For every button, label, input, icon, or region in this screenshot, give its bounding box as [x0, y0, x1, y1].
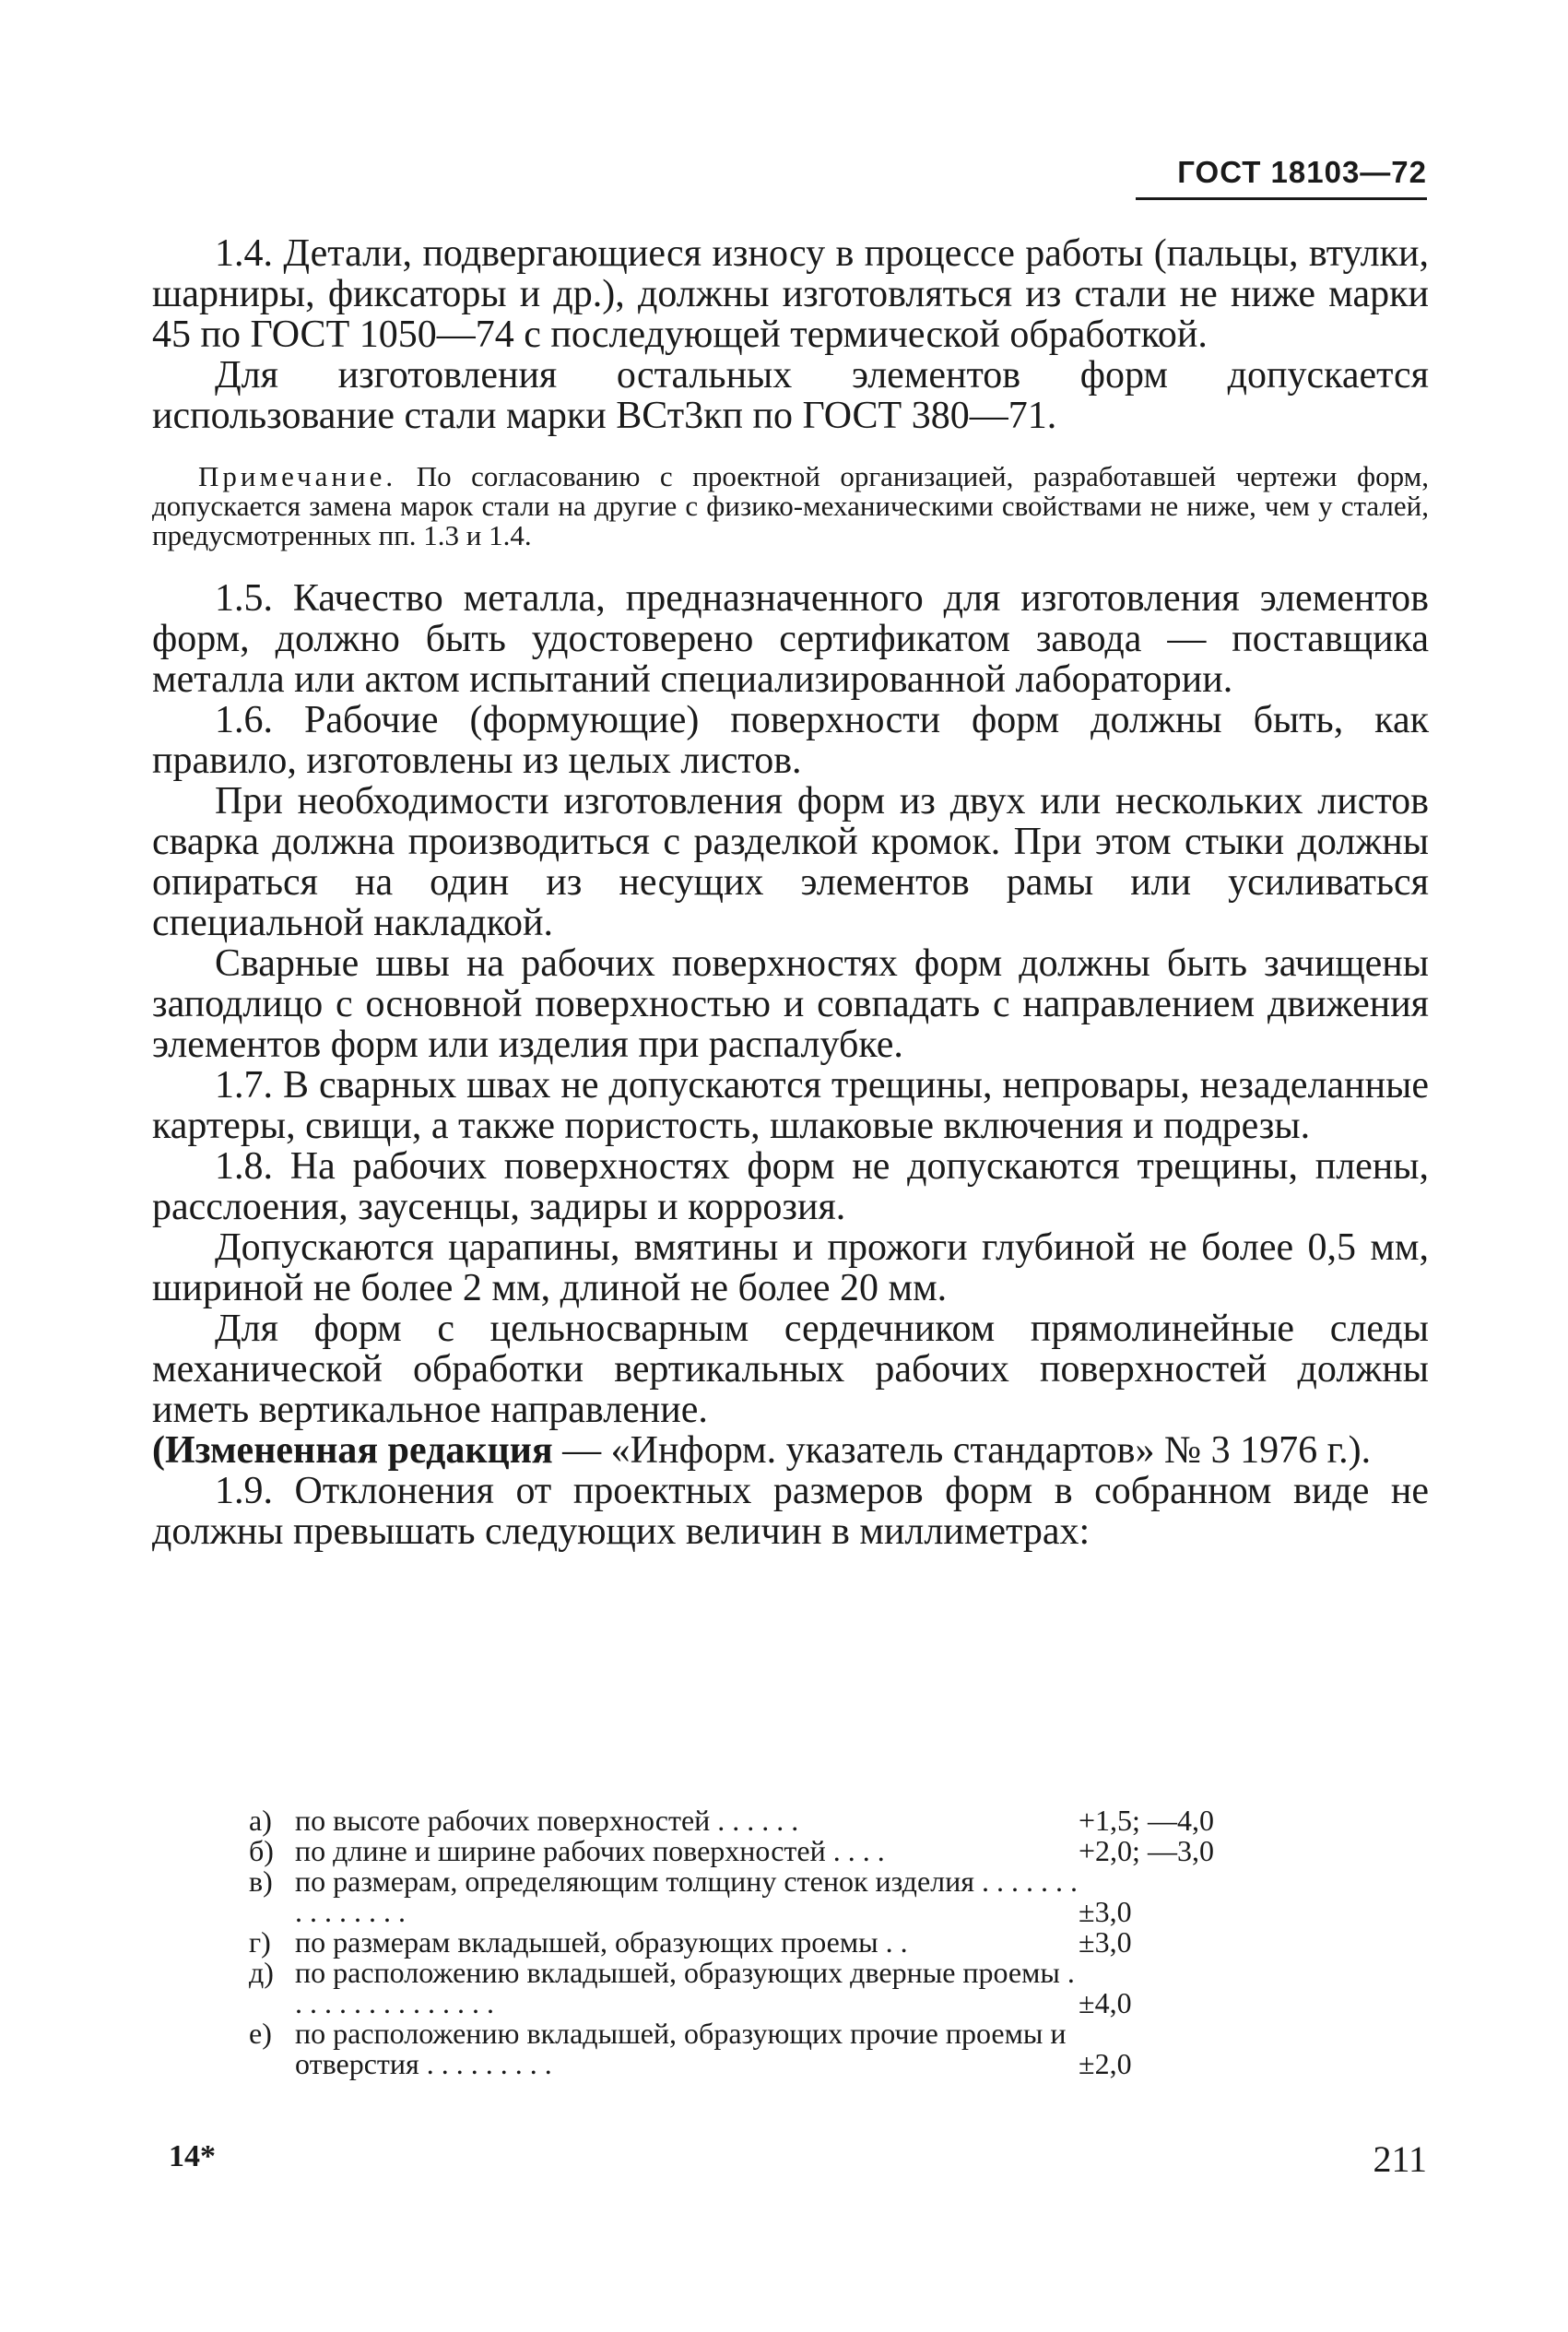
- paragraph-1-6-welding: При необходимости изготовления форм из двух или нескольких листов сварка должна производиться с разделкой кромок. При этом стыки должны опираться на один из несущих элементов рамы или усиливаться специальной накладкой.: [152, 780, 1429, 944]
- body-text: [152, 233, 1429, 1552]
- paragraph-1-6: 1.6. Рабочие (формующие) поверхности форм должны быть, как правило, изготовлены из целых листов.: [152, 699, 1429, 782]
- list-item: [249, 1805, 1254, 1836]
- list-item-value: ±3,0: [1079, 1925, 1132, 1959]
- list-item-text: по длине и ширине рабочих поверхностей . . . .: [295, 1834, 885, 1867]
- list-item-value: ±3,0: [1079, 1895, 1132, 1928]
- page-number: 211: [1373, 2138, 1427, 2180]
- header-rule: [1136, 197, 1427, 200]
- list-item-text: по высоте рабочих поверхностей . . . . . .: [295, 1804, 799, 1837]
- paragraph-1-4-continued: Для изготовления остальных элементов форм допускается использование стали марки ВСт3кп по ГОСТ 380—71.: [152, 354, 1429, 437]
- list-item-text: по расположению вкладышей, образующих прочие проемы и отверстия . . . . . . . . .: [295, 2017, 1067, 2080]
- tolerance-list: [249, 1805, 1254, 2079]
- page-header: [1177, 155, 1427, 190]
- list-item: [249, 1958, 1254, 2018]
- paragraph-1-6-seams: Сварные швы на рабочих поверхностях форм должны быть зачищены заподлицо с основной поверхностью и совпадать с направлением движения элементов форм или изделия при распалубке.: [152, 942, 1429, 1066]
- list-item-mark: г): [249, 1925, 271, 1959]
- paragraph-1-8-allowed: Допускаются царапины, вмятины и прожоги глубиной не более 0,5 мм, шириной не более 2 мм, длиной не более 20 мм.: [152, 1226, 1429, 1309]
- list-item-mark: б): [249, 1834, 274, 1867]
- amended-source: — «Информ. указатель стандартов» № 3 1976 г.).: [552, 1429, 1372, 1472]
- list-item-text: по размерам, определяющим толщину стенок изделия . . . . . . . . . . . . . . .: [295, 1864, 1078, 1928]
- list-item-mark: е): [249, 2017, 272, 2050]
- paragraph-1-5: 1.5. Качество металла, предназначенного для изготовления элементов форм, должно быть удостоверено сертификатом завода — поставщика металла или актом испытаний специализированной лаборатории.: [152, 577, 1429, 701]
- paragraph-1-8: 1.8. На рабочих поверхностях форм не допускаются трещины, плены, расслоения, заусенцы, задиры и коррозия.: [152, 1145, 1429, 1228]
- amended-label: (Измененная редакция: [152, 1429, 553, 1472]
- list-item: [249, 1866, 1254, 1927]
- amended-edition: [152, 1430, 1429, 1471]
- paragraph-1-9: 1.9. Отклонения от проектных размеров форм в собранном виде не должны превышать следующих величин в миллиметрах:: [152, 1470, 1429, 1553]
- list-item-value: +2,0; —3,0: [1079, 1834, 1214, 1867]
- list-item-mark: д): [249, 1956, 274, 1989]
- list-item-text: по расположению вкладышей, образующих дверные проемы . . . . . . . . . . . . . . .: [295, 1956, 1075, 2019]
- list-item-value: ±2,0: [1079, 2047, 1132, 2080]
- note-label: Примечание.: [198, 460, 397, 492]
- list-item-mark: а): [249, 1804, 272, 1837]
- list-item: [249, 1836, 1254, 1866]
- note: [152, 462, 1429, 550]
- list-item: [249, 1927, 1254, 1958]
- list-item-text: по размерам вкладышей, образующих проемы . .: [295, 1925, 908, 1959]
- paragraph-1-8-traces: Для форм с цельносварным сердечником прямолинейные следы механической обработки вертикальных рабочих поверхностей должны иметь вертикальное направление.: [152, 1308, 1429, 1431]
- signature-mark: 14*: [169, 2139, 216, 2173]
- note-text: По согласованию с проектной организацией, разработавшей чертежи форм, допускается замена марок стали на другие с физико-механическими свойствами не ниже, чем у сталей, предусмотренных пп. 1.3 и 1.4.: [152, 460, 1429, 551]
- list-item-mark: в): [249, 1864, 273, 1898]
- list-item-value: ±4,0: [1079, 1986, 1132, 2019]
- paragraph-1-7: 1.7. В сварных швах не допускаются трещины, непровары, незаделанные картеры, свищи, а также пористость, шлаковые включения и подрезы.: [152, 1064, 1429, 1147]
- list-item-value: +1,5; —4,0: [1079, 1804, 1214, 1837]
- doc-code: ГОСТ 18103—72: [1177, 155, 1427, 189]
- list-item: [249, 2018, 1254, 2079]
- paragraph-1-4: 1.4. Детали, подвергающиеся износу в процессе работы (пальцы, втулки, шарниры, фиксаторы и др.), должны изготовляться из стали не ниже марки 45 по ГОСТ 1050—74 с последующей термической обработкой.: [152, 232, 1429, 356]
